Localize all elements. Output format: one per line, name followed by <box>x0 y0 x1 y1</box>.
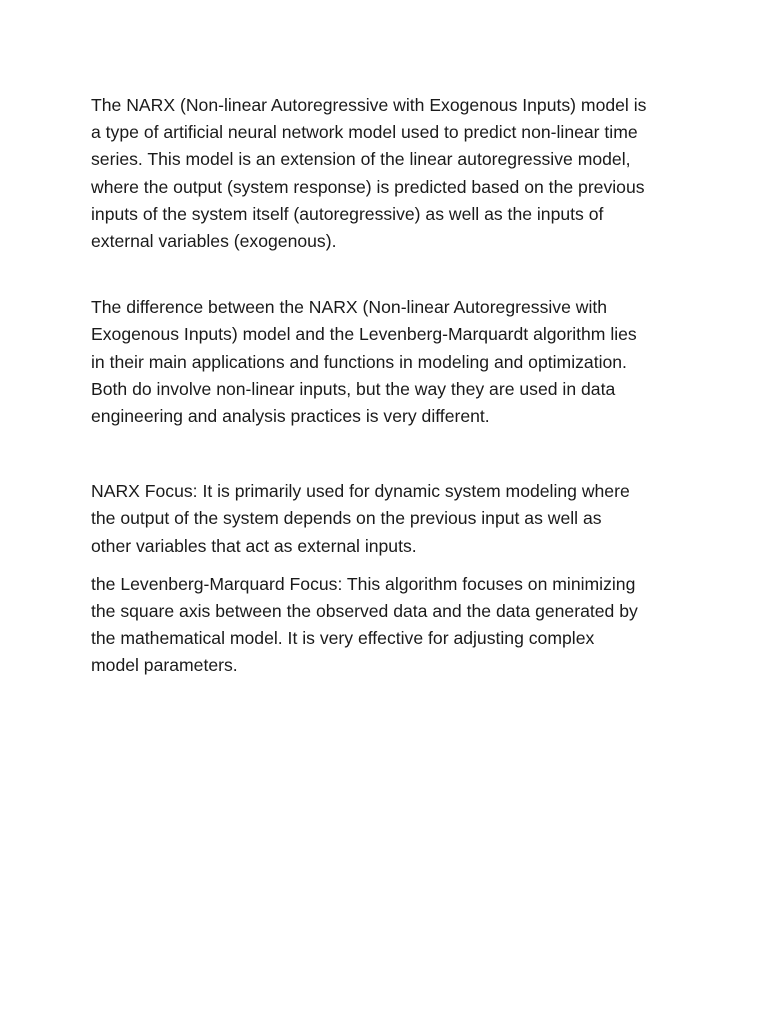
document-body <box>91 92 677 680</box>
paragraph-levenberg-focus: the Levenberg-Marquard Focus: This algorithm focuses on minimizing the square axis between the observed data and the data generated by the mathematical model. It is very effective for adjusting complex model parameters. <box>91 573 638 676</box>
paragraph-narx-focus: NARX Focus: It is primarily used for dynamic system modeling where the output of the system depends on the previous input as well as other variables that act as external inputs. <box>91 481 630 556</box>
paragraph-narx-definition: The NARX (Non-linear Autoregressive with Exogenous Inputs) model is a type of artificial neural network model used to predict non-linear time series. This model is an extension of the linear autoregressive model, where the output (system response) is predicted based on the previous inputs of the system itself (autoregressive) as well as the inputs of external variables (exogenous). <box>91 95 647 252</box>
paragraph-narx-vs-levenberg: The difference between the NARX (Non-linear Autoregressive with Exogenous Inputs) model and the Levenberg-Marquardt algorithm lies in their main applications and functions in modeling and optimization. Both do involve non-linear inputs, but the way they are used in data engineering and analysis practices is very different. <box>91 297 637 427</box>
